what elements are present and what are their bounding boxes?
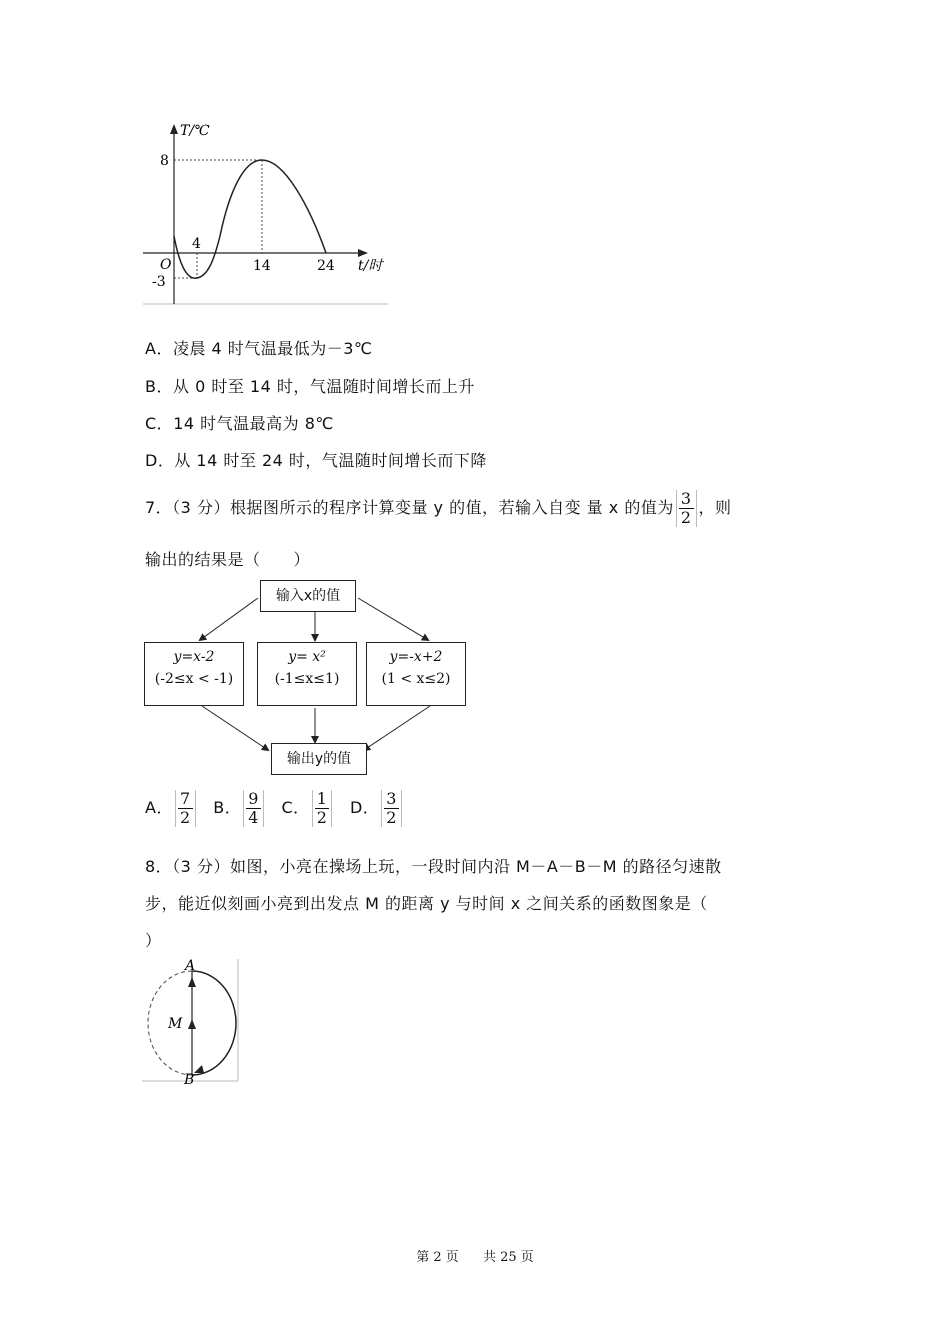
point-b-label: B xyxy=(184,1072,195,1085)
page-total: 共 25 页 xyxy=(482,1250,534,1265)
arrow-at-b xyxy=(194,1065,204,1073)
q7-option-a: A． $\frac{7}{2}$ xyxy=(145,790,198,827)
x-axis-arrow xyxy=(358,249,368,257)
q7-stem-line1: 7．（3 分）根据图所示的程序计算变量 y 的值，若输入自变 量 x 的值为 $\frac{3}{2}$ ，则 xyxy=(145,489,732,527)
point-a-label: A xyxy=(185,958,196,974)
q6-option-d: D．从 14 时至 24 时，气温随时间增长而下降 xyxy=(145,451,487,470)
solid-semicircle xyxy=(192,971,236,1075)
page-footer xyxy=(0,1246,950,1265)
y-tick-min: -3 xyxy=(152,274,166,290)
flow-box-1: y=x-2 (-2≤x < -1) xyxy=(144,642,244,706)
y-axis-label: T/℃ xyxy=(180,123,210,139)
flow-box-3: y=-x+2 (1 < x≤2) xyxy=(366,642,466,706)
q7-stem-line2: 输出的结果是（ ） xyxy=(145,550,311,569)
q7-option-d: D． $\frac{3}{2}$ xyxy=(350,790,404,827)
temperature-graph xyxy=(140,118,400,308)
arrow-up-top xyxy=(188,977,196,987)
q7-options xyxy=(145,790,414,827)
q7-input-fraction: $\frac{3}{2}$ xyxy=(676,490,697,527)
q8-stem-line3: ） xyxy=(145,931,162,950)
origin-label: O xyxy=(160,257,172,273)
arrow-up-mid xyxy=(188,1019,196,1029)
q7-flowchart xyxy=(140,578,470,776)
x-axis-label: t/时 xyxy=(358,258,383,274)
x-tick-4: 4 xyxy=(192,236,201,252)
x-tick-14: 14 xyxy=(253,258,271,274)
q6-option-a: A．凌晨 4 时气温最低为－3℃ xyxy=(145,339,373,358)
q8-path-diagram xyxy=(140,957,244,1085)
q8-stem-line1: 8．（3 分）如图，小亮在操场上玩，一段时间内沿 M－A－B－M 的路径匀速散 xyxy=(145,857,722,876)
q7-option-c: C． $\frac{1}{2}$ xyxy=(282,790,335,827)
y-axis-arrow xyxy=(170,124,178,134)
point-m-label: M xyxy=(168,1016,183,1032)
q8-stem-line2: 步，能近似刻画小亮到出发点 M 的距离 y 与时间 x 之间关系的函数图象是（ xyxy=(145,894,708,913)
flow-box-2: y= x² (-1≤x≤1) xyxy=(257,642,357,706)
y-tick-max: 8 xyxy=(160,153,169,169)
page-number: 第 2 页 xyxy=(416,1250,459,1265)
q6-option-c: C．14 时气温最高为 8℃ xyxy=(145,414,334,433)
q7-option-b: B． $\frac{9}{4}$ xyxy=(213,790,266,827)
flow-output-box: 输出y的值 xyxy=(271,743,367,775)
temperature-curve xyxy=(174,160,326,278)
q6-option-b: B．从 0 时至 14 时，气温随时间增长而上升 xyxy=(145,377,475,396)
x-tick-24: 24 xyxy=(317,258,335,274)
flow-input-box: 输入x的值 xyxy=(260,580,356,612)
